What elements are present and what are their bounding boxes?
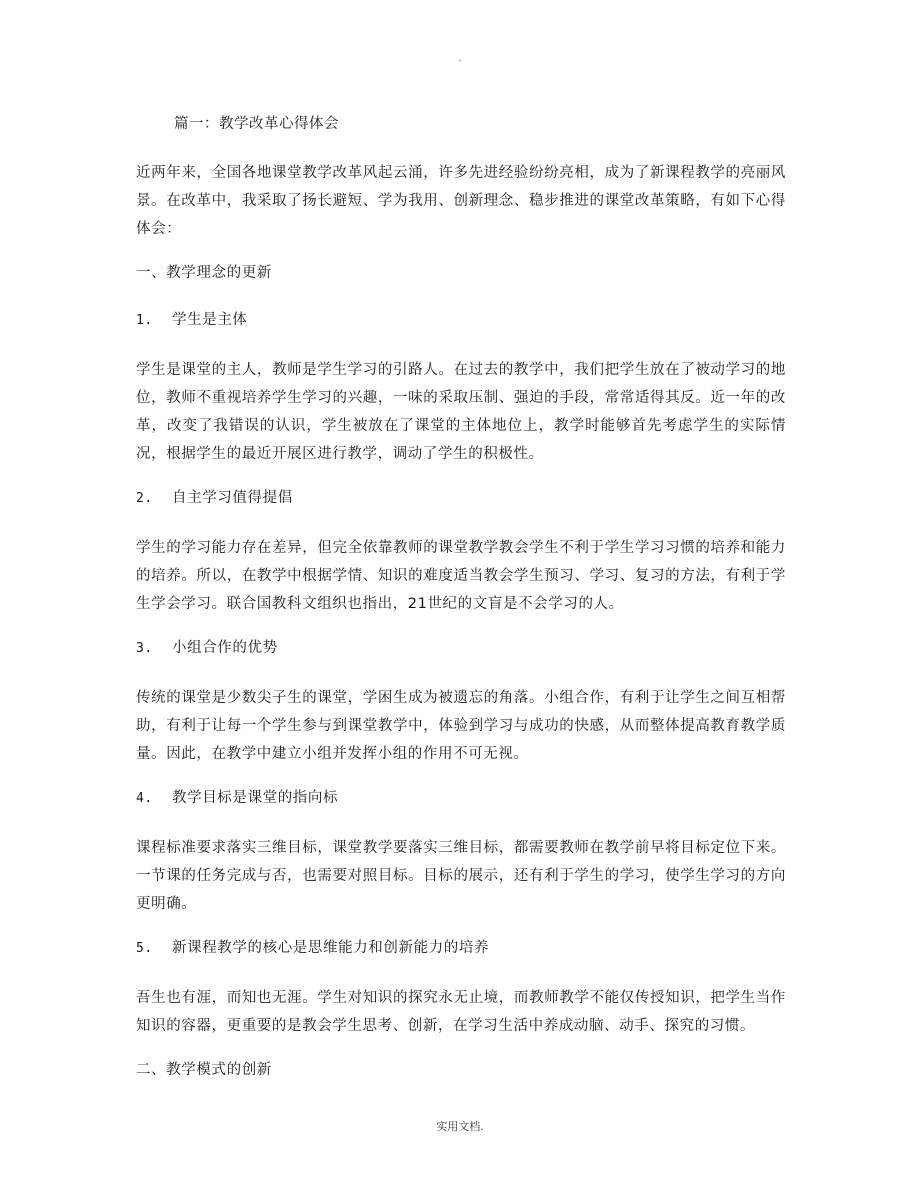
document-body [136, 112, 786, 1105]
item-body-3: 传统的课堂是少数尖子生的课堂，学困生成为被遗忘的角落。小组合作，有利于让学生之间互相帮助，有利于让每一个学生参与到课堂教学中，体验到学习与成功的快感，从而整体提高教育教学质量。因此，在教学中建立小组并发挥小组的作用不可无视。 [136, 690, 786, 762]
item-number: 3. [136, 641, 153, 656]
item-body-2: 学生的学习能力存在差异，但完全依靠教师的课堂教学教会学生不利于学生学习习惯的培养和能力的培养。所以，在教学中根据学情、知识的难度适当教会学生预习、学习、复习的方法，有利于学生学会学习。联合国教科文组织也指出，21世纪的文盲是不会学习的人。 [136, 540, 786, 612]
item-heading-text: 小组合作的优势 [172, 640, 278, 656]
item-heading-2 [136, 486, 786, 511]
item-heading-5 [136, 936, 786, 961]
item-heading-1 [136, 308, 786, 333]
intro-paragraph: 近两年来，全国各地课堂教学改革风起云涌，许多先进经验纷纷亮相，成为了新课程教学的亮丽风景。在改革中，我采取了扬长避短、学为我用、创新理念、稳步推进的课堂改革策略，有如下心得体会： [136, 165, 786, 237]
item-number: 2. [136, 491, 153, 506]
header-mark: . [458, 53, 462, 64]
section-heading-2: 二、教学模式的创新 [136, 1062, 272, 1078]
page-footer: 实用文档. [436, 1120, 484, 1133]
document-title: 篇一：教学改革心得体会 [174, 116, 339, 132]
item-number: 1. [136, 313, 153, 328]
item-number: 4. [136, 791, 153, 806]
item-body-5: 吾生也有涯，而知也无涯。学生对知识的探究永无止境，而教师教学不能仅传授知识，把学生当作知识的容器，更重要的是教会学生思考、创新，在学习生活中养成动脑、动手、探究的习惯。 [136, 990, 786, 1034]
item-heading-text: 新课程教学的核心是思维能力和创新能力的培养 [172, 940, 490, 956]
item-heading-text: 教学目标是课堂的指向标 [172, 790, 339, 806]
section-heading-1: 一、教学理念的更新 [136, 265, 272, 281]
item-heading-3 [136, 636, 786, 661]
item-heading-4 [136, 786, 786, 811]
item-heading-text: 自主学习值得提倡 [172, 490, 293, 506]
item-number: 5. [136, 941, 153, 956]
item-body-1: 学生是课堂的主人，教师是学生学习的引路人。在过去的教学中，我们把学生放在了被动学习的地位，教师不重视培养学生学习的兴趣，一味的采取压制、强迫的手段，常常适得其反。近一年的改革，改变了我错误的认识，学生被放在了课堂的主体地位上，教学时能够首先考虑学生的实际情况，根据学生的最近开展区进行教学，调动了学生的积极性。 [136, 362, 786, 462]
item-heading-text: 学生是主体 [172, 312, 248, 328]
item-body-4: 课程标准要求落实三维目标，课堂教学要落实三维目标，都需要教师在教学前早将目标定位下来。一节课的任务完成与否，也需要对照目标。目标的展示，还有利于学生的学习，使学生学习的方向更明确。 [136, 840, 786, 912]
